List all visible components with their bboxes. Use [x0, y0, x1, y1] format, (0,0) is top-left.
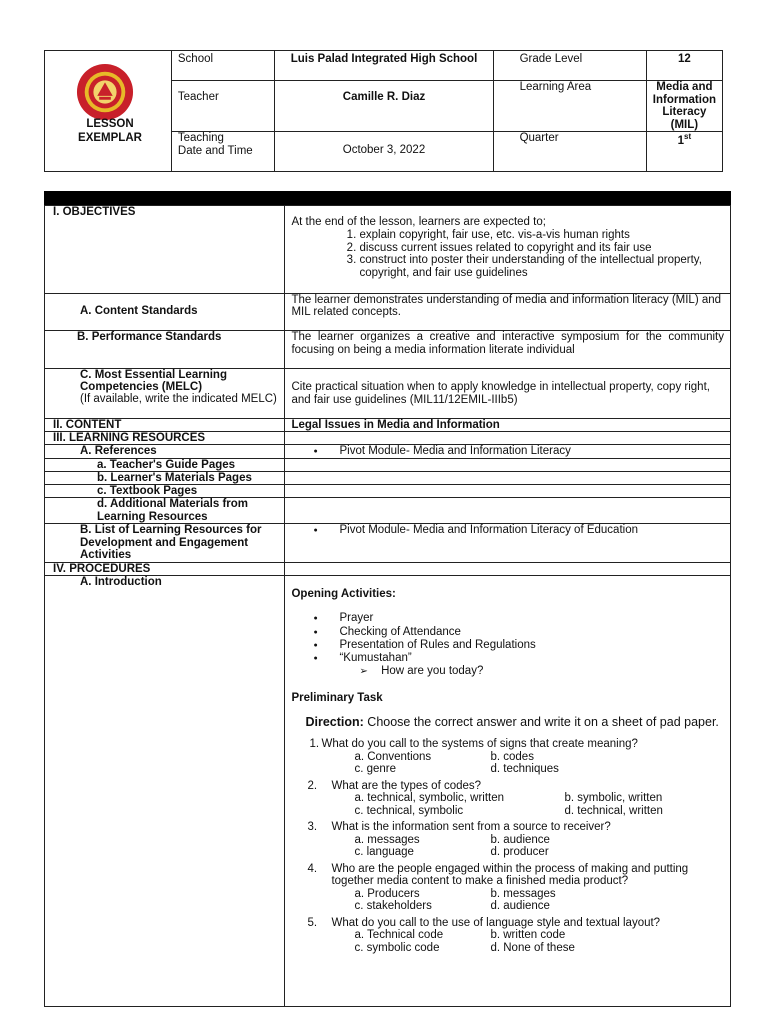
- question-item: [291, 863, 724, 913]
- teacher-value: Camille R. Diaz: [275, 81, 493, 132]
- performance-standards-row: [45, 331, 731, 369]
- learners-materials-row: [45, 472, 731, 485]
- question-text: What is the information sent from a source to receiver?: [331, 821, 611, 834]
- teachers-guide-label: a. Teacher's Guide Pages: [45, 459, 285, 472]
- procedures-label: IV. PROCEDURES: [45, 563, 285, 576]
- lesson-exemplar-cell: [45, 51, 172, 172]
- additional-materials-row: [45, 498, 731, 524]
- melc-row: [45, 369, 731, 419]
- option-text: b. written code: [490, 929, 566, 942]
- grade-level-value: 12: [646, 51, 722, 81]
- sub-item-text: How are you today?: [381, 665, 484, 678]
- arrow-bullet-icon: ➢: [359, 666, 368, 678]
- melc-label-cell: [45, 369, 285, 419]
- question-item: [291, 780, 724, 818]
- option-row: [331, 900, 724, 913]
- option-text: c. language: [354, 846, 414, 859]
- option-text: b. messages: [490, 887, 556, 900]
- learning-area-label: Learning Area: [493, 81, 646, 132]
- content-standards-row: [45, 294, 731, 331]
- introduction-cell: [285, 576, 731, 1007]
- performance-standards-text: The learner organizes a creative and interactive symposium for the community focusing on being a media information literate individual: [285, 331, 731, 369]
- objectives-label: I. OBJECTIVES: [45, 206, 285, 294]
- procedures-row: [45, 563, 731, 576]
- direction-text: [291, 716, 724, 730]
- option-text: d. None of these: [490, 941, 575, 954]
- resource-list-label: B. List of Learning Resources for Development and Engagement Activities: [45, 524, 285, 563]
- objectives-intro: At the end of the lesson, learners are expected to;: [291, 216, 546, 228]
- content-standards-label: A. Content Standards: [45, 294, 285, 331]
- learning-resources-label: III. LEARNING RESOURCES: [45, 432, 285, 445]
- option-row: [331, 834, 724, 847]
- option-text: c. stakeholders: [354, 900, 432, 913]
- question-number: 1.: [309, 738, 320, 751]
- opening-activity-item: ● Presentation of Rules and Regulations: [339, 639, 724, 652]
- option-text: d. technical, written: [564, 804, 663, 817]
- melc-label: C. Most Essential Learning Competencies (MELC): [80, 369, 227, 394]
- question-item: [291, 821, 724, 859]
- objective-item: 3. construct into poster their understanding of the intellectual property, copyright, and fair use guidelines: [359, 254, 724, 280]
- teaching-date-value: October 3, 2022: [275, 132, 493, 172]
- performance-standards-label: B. Performance Standards: [45, 331, 285, 369]
- objective-item: 2. discuss current issues related to copyright and its fair use: [359, 242, 724, 255]
- question-number: 5.: [307, 916, 318, 929]
- quarter-label: Quarter: [493, 132, 646, 172]
- resource-list-row: [45, 524, 731, 563]
- textbook-row: [45, 485, 731, 498]
- option-text: a. Technical code: [354, 929, 444, 942]
- option-row: [331, 942, 724, 955]
- content-value: Legal Issues in Media and Information: [285, 419, 731, 432]
- opening-activities-title: Opening Activities:: [291, 588, 396, 601]
- option-text: a. messages: [354, 833, 420, 846]
- melc-note: (If available, write the indicated MELC): [80, 393, 277, 406]
- opening-activity-item: ● “Kumustahan”: [339, 652, 724, 665]
- opening-activities-list: [291, 612, 724, 665]
- question-text: What do you call to the systems of signs that create meaning?: [321, 738, 638, 751]
- additional-materials-label: d. Additional Materials from Learning Resources: [45, 498, 285, 524]
- references-label: A. References: [45, 445, 285, 459]
- objectives-row: [45, 206, 731, 294]
- option-text: d. audience: [490, 900, 550, 913]
- content-label: II. CONTENT: [45, 419, 285, 432]
- option-row: [331, 888, 724, 901]
- header-bar: [44, 191, 731, 205]
- option-row: [331, 805, 724, 818]
- question-item: [291, 738, 724, 776]
- questions-list: [291, 738, 724, 954]
- option-text: b. symbolic, written: [564, 792, 663, 805]
- question-number: 3.: [307, 821, 318, 834]
- option-text: d. producer: [490, 846, 549, 859]
- question-number: 2.: [307, 779, 318, 792]
- question-text: What are the types of codes?: [331, 779, 482, 792]
- preliminary-task-title: Preliminary Task: [291, 692, 383, 705]
- introduction-label: A. Introduction: [45, 576, 285, 1007]
- option-row: [331, 792, 724, 805]
- teachers-guide-row: [45, 459, 731, 472]
- option-text: a. Conventions: [354, 750, 432, 763]
- option-text: c. technical, symbolic: [354, 804, 464, 817]
- option-text: c. genre: [354, 763, 397, 776]
- school-value: Luis Palad Integrated High School: [275, 51, 493, 81]
- opening-activity-item: ● Prayer: [339, 612, 724, 625]
- lesson-exemplar-label: LESSON EXEMPLAR: [78, 118, 142, 144]
- question-number: 4.: [307, 862, 318, 875]
- melc-text: Cite practical situation when to apply knowledge in intellectual property, copy right, and fair use guidelines (MIL11/12EMIL-IIIb5): [285, 369, 731, 419]
- objective-item: 1. explain copyright, fair use, etc. vis-a-vis human rights: [359, 229, 724, 242]
- introduction-row: [45, 576, 731, 1007]
- question-text: What do you call to the use of language style and textual layout?: [331, 916, 661, 929]
- direction-body: Choose the correct answer and write it on a sheet of pad paper.: [363, 715, 719, 730]
- option-text: b. codes: [490, 750, 534, 763]
- option-text: a. Producers: [354, 887, 420, 900]
- option-row: [331, 929, 724, 942]
- teaching-date-label: Teaching Date and Time: [171, 132, 275, 172]
- resource-list-item: ● Pivot Module- Media and Information Literacy of Education: [339, 524, 724, 537]
- option-text: b. audience: [490, 833, 550, 846]
- school-label: School: [171, 51, 275, 81]
- objectives-list: [291, 229, 724, 280]
- teacher-label: Teacher: [171, 81, 275, 132]
- objectives-cell: [285, 206, 731, 294]
- textbook-label: c. Textbook Pages: [45, 485, 285, 498]
- opening-activity-item: ● Checking of Attendance: [339, 626, 724, 639]
- direction-label: Direction:: [305, 715, 364, 730]
- lesson-plan-table: [44, 205, 731, 1007]
- references-item: ● Pivot Module- Media and Information Literacy: [339, 445, 724, 458]
- references-row: [45, 445, 731, 459]
- option-row: [331, 763, 724, 776]
- quarter-value: 1st: [646, 132, 722, 172]
- option-row: [331, 846, 724, 859]
- option-row: [331, 751, 724, 764]
- grade-level-label: Grade Level: [493, 51, 646, 81]
- option-text: d. techniques: [490, 763, 559, 776]
- learning-area-value: Media and Information Literacy (MIL): [646, 81, 722, 132]
- learning-resources-row: [45, 432, 731, 445]
- school-seal-icon: [76, 63, 134, 121]
- content-standards-text: The learner demonstrates understanding of media and information literacy (MIL) and MIL related concepts.: [285, 294, 731, 331]
- option-text: c. symbolic code: [354, 941, 440, 954]
- question-text: Who are the people engaged within the process of making and putting together media content to make a finished media product?: [331, 862, 689, 888]
- learners-materials-label: b. Learner's Materials Pages: [45, 472, 285, 485]
- sub-item: [291, 665, 724, 678]
- header-table: [44, 50, 723, 172]
- content-row: [45, 419, 731, 432]
- question-item: [291, 917, 724, 955]
- option-text: a. technical, symbolic, written: [354, 792, 505, 805]
